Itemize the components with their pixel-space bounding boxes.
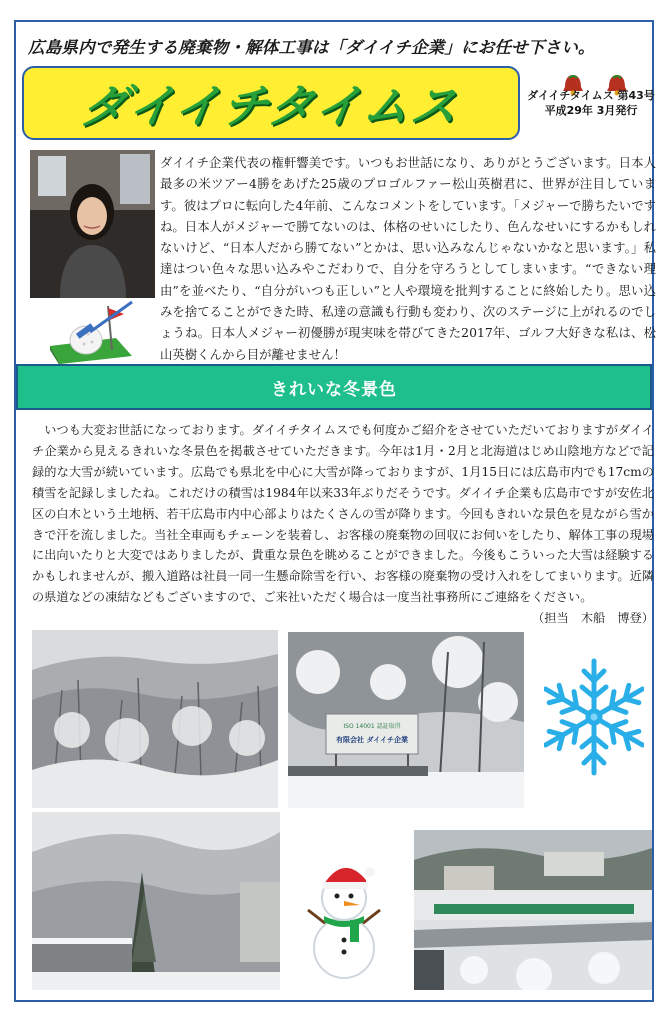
golf-icon <box>46 298 136 366</box>
misty-mountain-photo <box>32 812 280 990</box>
section-heading: きれいな冬景色 <box>271 379 397 400</box>
company-sign-photo <box>288 632 524 808</box>
issue-date: 平成29年 3月発行 <box>544 104 638 117</box>
article-author: （担当 木船 博登） <box>532 611 654 626</box>
section-heading-bar <box>16 364 652 410</box>
issue-info <box>522 88 660 118</box>
article-body <box>32 420 654 629</box>
sign-line1: ISO 14001 認証取得 <box>343 723 401 730</box>
president-message: ダイイチ企業代表の権軒響美です。いつもお世話になり、ありがとうございます。日本人最多の米ツアー4勝をあげた25歳のプロゴルファー松山英樹君に、世界が注目しています。彼はプロに転向した4年前、こんなコメントをしています。「メジャーで勝ちたいですね。日本人がメジャーで勝てないのは、体格のせいにしたり、色んなせいにするかもしれないけど、“日本人だから勝てない”とかは、思い込みなんじゃないかなと思います。」私達はつい色々な思い込みやこだわりで、自分を守ろうとしてしまいます。“できない理由”を並べたり、“自分がいつも正しい”と人や環境を批判することに終始したり。思い込みを捨てることができた時、私達の意識も行動も変わり、次のステージに上がれるのでしょうね。日本人メジャー初優勝が現実味を帯びてきた2017年、ゴルフ大好きな私は、松山英樹くんから目が離せません！ <box>160 155 656 362</box>
snowman-icon <box>294 850 394 980</box>
snowflake-icon <box>544 652 644 782</box>
president-portrait <box>30 150 155 298</box>
article-text: いつも大変お世話になっております。ダイイチタイムスでも何度かご紹介をさせていただいておりますがダイイチ企業から見えるきれいな冬景色を掲載させていただきます。今年は1月・2月と北海道はじめ山陰地方などで記録的な大雪が続いています。広島でも県北を中心に大雪が降っておりますが、1月15日には広島市内でも17cmの積雪を記録しましたね。これだけの積雪は1984年以来33年ぶりだそうです。ダイイチ企業も広島市ですが安佐北区の白木という土地柄、若干広島市内中心部よりはたくさんの雪が降ります。今回もきれいな景色を見ながら雪かきで汗を流しました。当社全車両もチェーンを装着し、お客様の廃棄物の回収にお伺いをしたり、解体工事の現場に出向いたりと大変ではありましたが、貴重な景色を眺めることができました。今後もこういった大雪は経験するかもしれませんが、搬入道路は社員一同一生懸命除雪を行い、お客様の廃棄物の受け入れをしてまいります。近隣の県道などの凍結などもございますので、ご来社いただく場合は一度当社事務所にご連絡をください。 <box>32 423 654 605</box>
snowy-forest-photo <box>32 630 278 808</box>
sign-line2: 有限会社 ダイイチ企業 <box>336 736 408 744</box>
masthead <box>22 66 520 140</box>
newsletter-title: ダイイチタイムス <box>78 79 464 133</box>
snowy-yard-photo <box>414 830 652 990</box>
slogan: 広島県内で発生する廃棄物・解体工事は「ダイイチ企業」にお任せ下さい。 <box>28 38 595 57</box>
issue-number: ダイイチタイムス 第43号 <box>527 89 655 102</box>
